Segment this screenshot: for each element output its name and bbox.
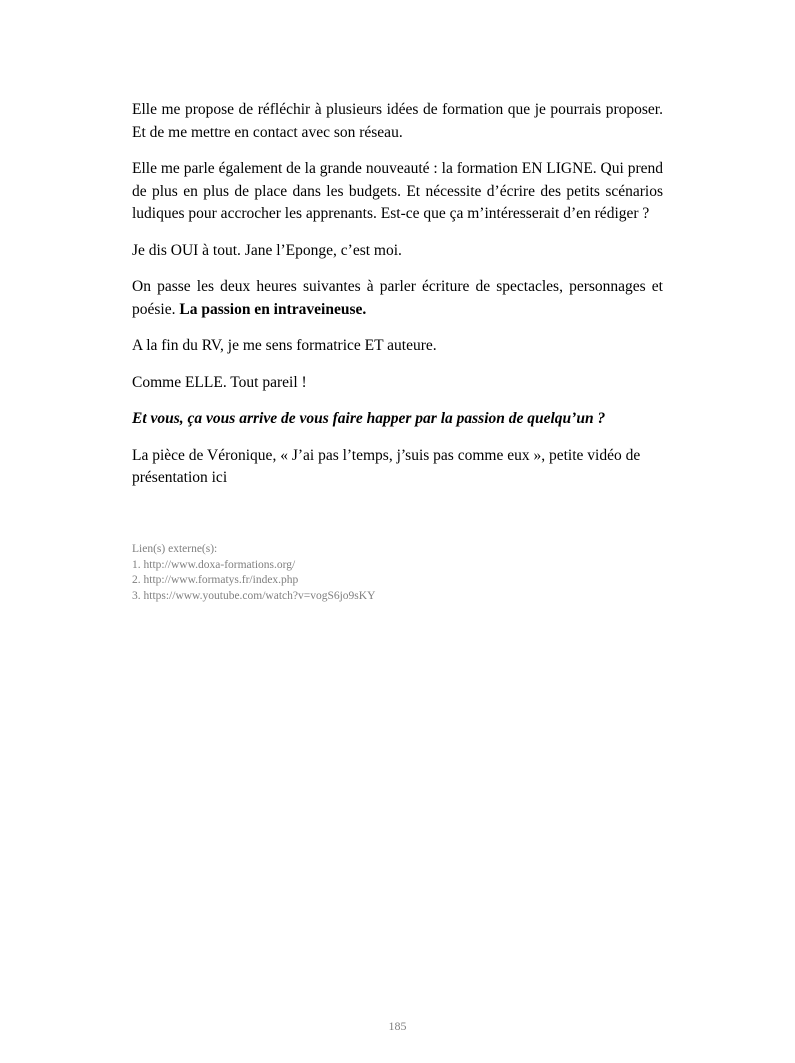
paragraph-two-hours-text: On passe les deux heures suivantes à parler écriture de spectacles, personnages et poésie. [132,278,663,318]
question-to-reader: Et vous, ça vous arrive de vous faire happer par la passion de quelqu’un ? [132,410,606,427]
external-links-heading: Lien(s) externe(s): [132,543,218,555]
external-link-1[interactable]: 1. http://www.doxa-formations.org/ [132,558,296,571]
page-number: 185 [388,1019,407,1033]
paragraph-play-video: La pièce de Véronique, « J’ai pas l’temps, j’suis pas comme eux », petite vidéo de présentation ici [132,446,641,486]
body-text [132,99,663,504]
passion-emphasis: La passion en intraveineuse. [179,300,367,318]
paragraph-formation-ideas: Elle me propose de réfléchir à plusieurs idées de formation que je pourrais proposer. Et de me mettre en contact avec son réseau. [132,101,663,141]
paragraph-yes-to-everything: Je dis OUI à tout. Jane l’Eponge, c’est moi. [132,241,402,259]
paragraph-end-of-meeting: A la fin du RV, je me sens formatrice ET auteure. [132,337,437,354]
external-link-2[interactable]: 2. http://www.formatys.fr/index.php [132,574,299,586]
paragraph-online-training: Elle me parle également de la grande nouveauté : la formation EN LIGNE. Qui prend de plus en plus de place dans les budgets. Et nécessite d’écrire des petits scénarios ludiques pour accrocher les apprenants. Est-ce que ça m’intéresserait d’en rédiger ? [132,160,663,222]
external-links [132,542,663,604]
paragraph-like-her: Comme ELLE. Tout pareil ! [132,373,307,391]
external-link-3[interactable]: 3. https://www.youtube.com/watch?v=vogS6jo9sKY [132,589,376,602]
paragraph-two-hours [132,276,663,321]
